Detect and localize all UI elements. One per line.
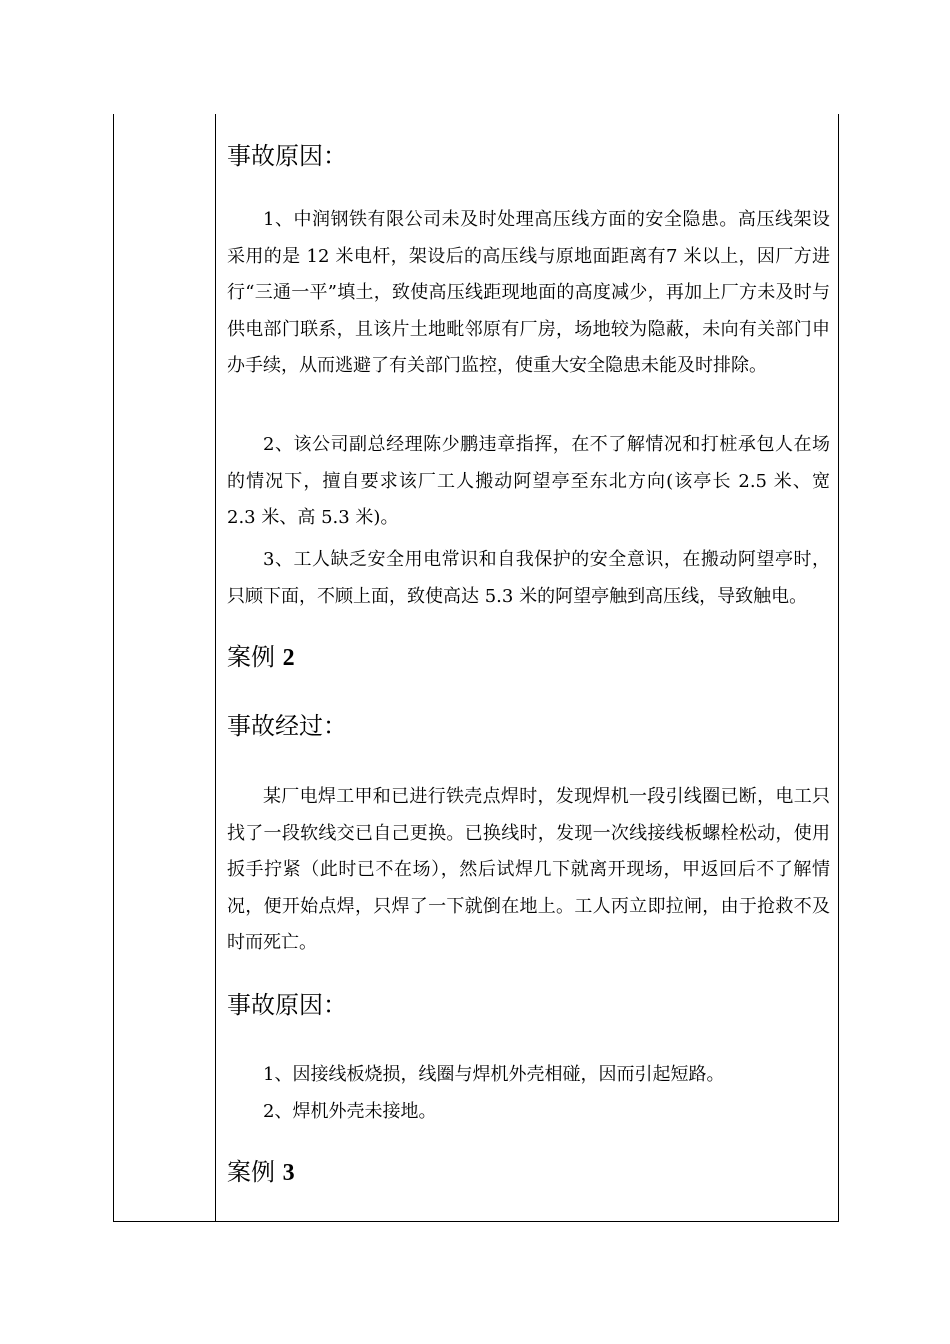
cause-1-item-2: 2、该公司副总经理陈少鹏违章指挥，在不了解情况和打桩承包人在场的情况下，擅自要求该厂工人搬动阿望亭至东北方向(该亭长 2.5 米、宽 2.3 米、高 5.3 米)。	[227, 434, 830, 529]
cause-1-item-3: 3、工人缺乏安全用电常识和自我保护的安全意识，在搬动阿望亭时，只顾下面，不顾上面，致使高达 5.3 米的阿望亭触到高压线，导致触电。	[227, 549, 830, 607]
table-left-column	[114, 114, 216, 1221]
cause-2-item-2: 2、焊机外壳未接地。	[263, 1101, 437, 1122]
cause-heading-2: 事故原因：	[227, 991, 347, 1019]
document-table	[113, 114, 839, 1222]
case-2-number: 2	[282, 645, 295, 671]
case-3-heading	[227, 1157, 295, 1188]
cause-2-item-1: 1、因接线板烧损，线圈与焊机外壳相碰，因而引起短路。	[263, 1064, 725, 1085]
cause-heading-1: 事故原因：	[227, 142, 347, 170]
case-2-label: 案例	[227, 643, 275, 671]
case-2-heading	[227, 642, 295, 673]
case-3-number: 3	[282, 1160, 295, 1186]
process-heading-2: 事故经过：	[227, 712, 347, 740]
cause-1-item-1: 1、中润钢铁有限公司未及时处理高压线方面的安全隐患。高压线架设采用的是 12 米电杆，架设后的高压线与原地面距离有7 米以上，因厂方进行“三通一平”填土，致使高压线距现地面的高度减少，再加上厂方未及时与供电部门联系，且该片土地毗邻原有厂房，场地较为隐蔽，未向有关部门申办手续，从而逃避了有关部门监控，使重大安全隐患未能及时排除。	[227, 209, 830, 377]
case-3-label: 案例	[227, 1158, 275, 1186]
process-2-text: 某厂电焊工甲和已进行铁壳点焊时，发现焊机一段引线圈已断，电工只找了一段软线交已自己更换。已换线时，发现一次线接线板螺栓松动，使用扳手拧紧（此时已不在场），然后试焊几下就离开现场，甲返回后不了解情况，便开始点焊，只焊了一下就倒在地上。工人丙立即拉闸，由于抢救不及时而死亡。	[227, 786, 830, 954]
